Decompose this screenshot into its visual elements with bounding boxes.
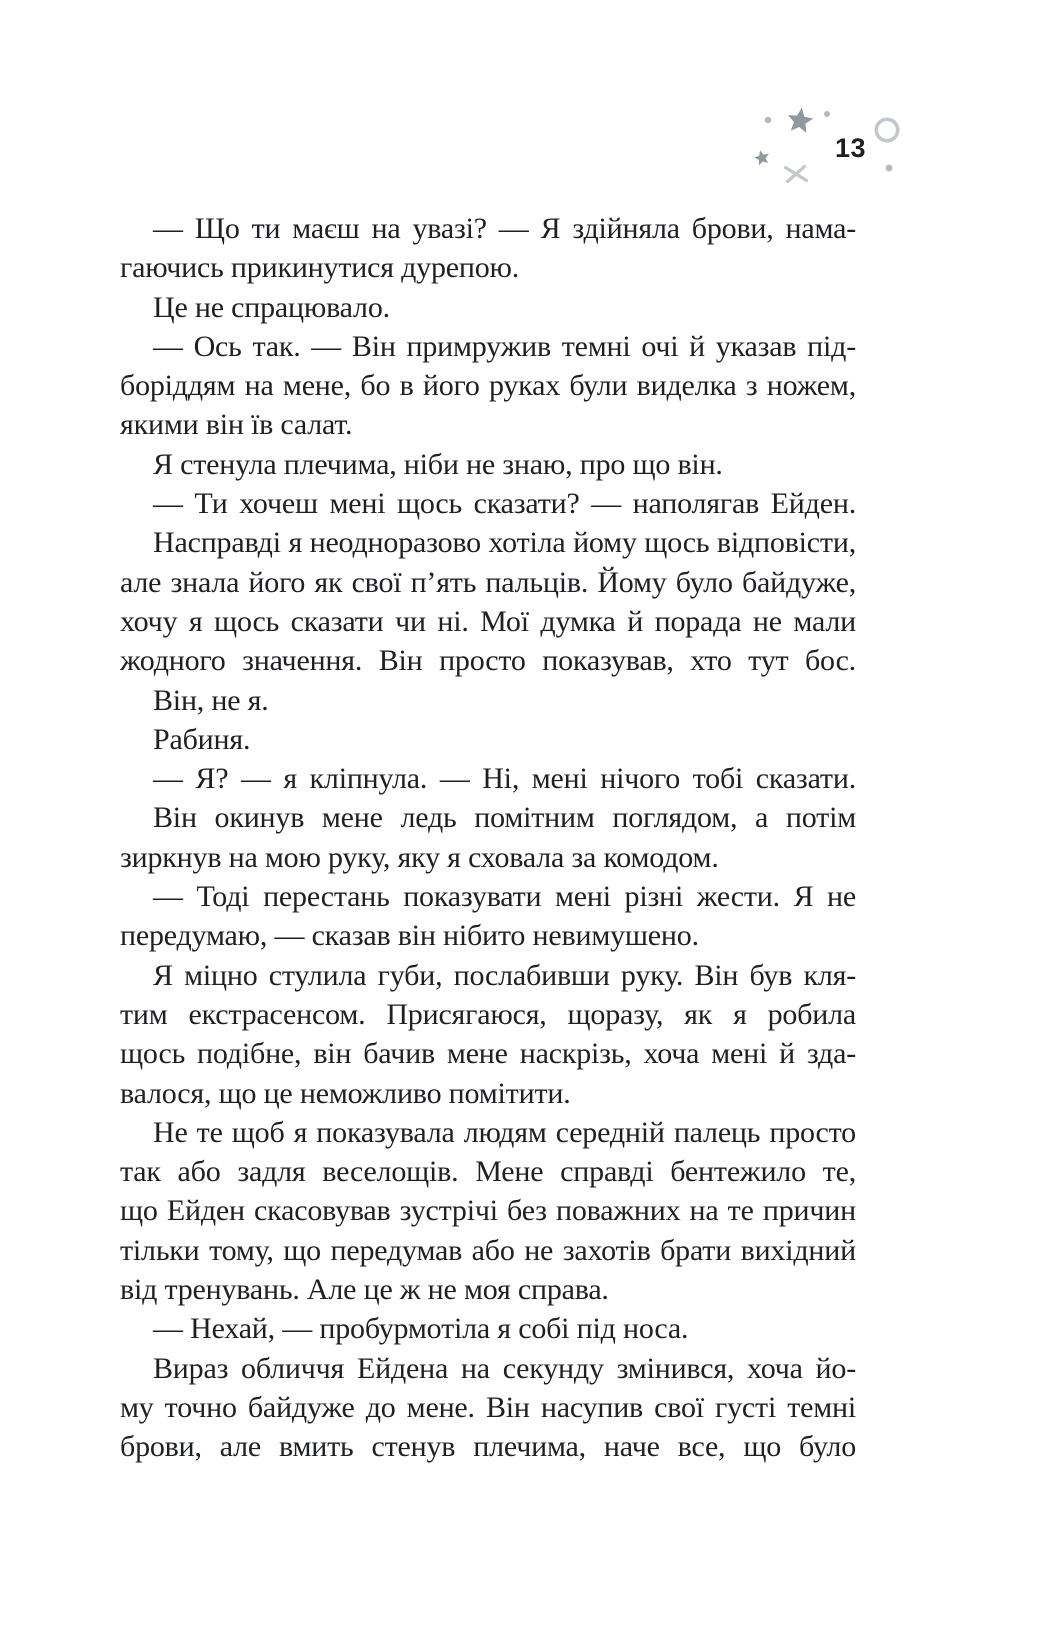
star-icon [786,106,815,134]
text-line: Вираз обличчя Ейдена на секунду змінився, хоча йо- [153,1351,856,1385]
text-line: щось подібне, він бачив мене наскрізь, хоча мені й зда- [120,1037,856,1071]
text-line: валося, що це неможливо помітити. [120,1076,571,1110]
text-line: Я міцно стулила губи, послабивши руку. Він був кля- [153,958,856,992]
text-line: Він окинув мене ледь помітним поглядом, а потім [153,801,856,835]
text-line: боріддям на мене, бо в його руках були виделка з ножем, [120,369,856,403]
text-line: що Ейден скасовував зустрічі без поважних на те причин [120,1194,856,1228]
text-line: жодного значення. Він просто показував, хто тут бос. [120,644,856,678]
page-text [120,209,856,1467]
text-line: Він, не я. [153,683,269,717]
text-line: Це не спрацювало. [153,290,390,324]
text-line: зиркнув на мою руку, яку я сховала за комодом. [120,840,719,874]
text-line: — Ти хочеш мені щось сказати? — наполягав Ейден. [153,487,856,521]
text-line: але знала його як свої п’ять пальців. Йому було байдуже, [120,565,856,599]
text-line: Я стенула плечима, ніби не знаю, про що він. [153,447,723,481]
text-line: — Що ти маєш на увазі? — Я здійняла брови, нама- [153,212,856,245]
text-line: від тренувань. Але це ж не моя справа. [120,1273,609,1307]
text-line: му точно байдуже до мене. Він насупив свої густі темні [120,1390,856,1424]
text-line: Не те щоб я показувала людям середній палець просто [153,1115,856,1149]
text-line: брови, але вмить стенув плечима, наче все, що було [120,1430,856,1464]
ring-icon [876,119,897,140]
dot-icon [886,165,893,172]
text-line: гаючись прикинутися дурепою. [120,251,520,285]
page-number: 13 [835,133,867,163]
dot-icon [824,111,830,117]
text-line: якими він їв салат. [120,408,353,442]
text-line: Рабиня. [153,722,251,756]
text-line: тим екстрасенсом. Присягаюся, щоразу, як я робила [120,997,856,1031]
text-line: передумаю, — сказав він нібито невимушено. [120,919,699,953]
text-line: Насправді я неодноразово хотіла йому щось відповісти, [153,526,856,560]
text-line: — Я? — я кліпнула. — Ні, мені нічого тобі сказати. [153,762,856,796]
text-line: тільки тому, що передумав або не захотів брати вихідний [120,1233,856,1267]
text-line: так або задля веселощів. Мене справді бентежило те, [120,1155,856,1189]
text-line: — Тоді перестань показувати мені різні жести. Я не [153,880,856,914]
sparkle-cross-icon [786,167,807,182]
star-icon-small [753,148,771,166]
sparkle-decoration [745,95,915,195]
text-line: — Ось так. — Він примружив темні очі й указав під- [153,329,856,363]
text-line: хочу я щось сказати чи ні. Мої думка й порада не мали [120,604,856,638]
dot-icon [765,117,772,124]
text-line: — Нехай, — пробурмотіла я собі під носа. [153,1312,689,1346]
